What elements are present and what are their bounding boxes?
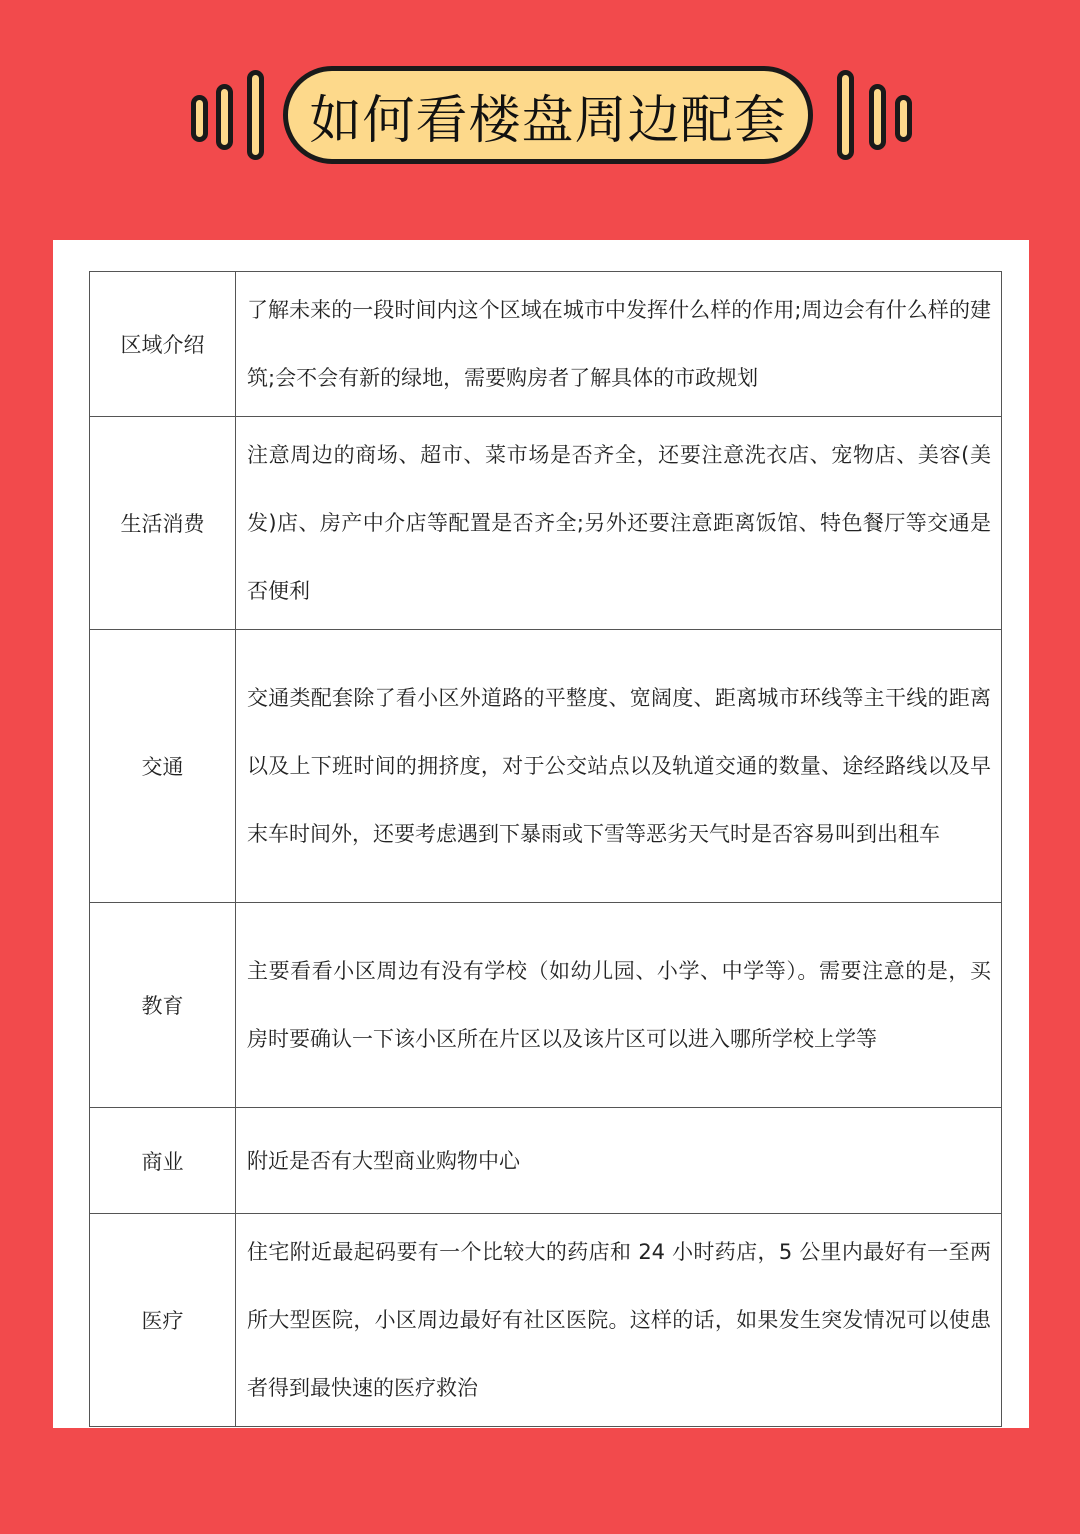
row-description: 住宅附近最起码要有一个比较大的药店和 24 小时药店，5 公里内最好有一至两所大型医院，小区周边最好有社区医院。这样的话，如果发生突发情况可以使患者得到最快速的医疗救治 bbox=[236, 1214, 1002, 1427]
decor-bar-left-1 bbox=[191, 95, 208, 142]
decor-bar-left-3 bbox=[247, 70, 264, 160]
row-description: 主要看看小区周边有没有学校（如幼儿园、小学、中学等）。需要注意的是，买房时要确认一下该小区所在片区以及该片区可以进入哪所学校上学等 bbox=[236, 903, 1002, 1108]
table-row bbox=[90, 1108, 1002, 1214]
row-description: 注意周边的商场、超市、菜市场是否齐全，还要注意洗衣店、宠物店、美容(美发)店、房产中介店等配置是否齐全;另外还要注意距离饭馆、特色餐厅等交通是否便利 bbox=[236, 417, 1002, 630]
table-row bbox=[90, 272, 1002, 417]
title-pill bbox=[283, 66, 813, 164]
table-row bbox=[90, 903, 1002, 1108]
page-title: 如何看楼盘周边配套 bbox=[309, 90, 787, 151]
row-label: 医疗 bbox=[90, 1214, 236, 1427]
row-description: 附近是否有大型商业购物中心 bbox=[236, 1108, 1002, 1214]
content-card bbox=[53, 240, 1029, 1428]
row-label: 区域介绍 bbox=[90, 272, 236, 417]
row-label: 生活消费 bbox=[90, 417, 236, 630]
table-row bbox=[90, 630, 1002, 903]
row-label: 教育 bbox=[90, 903, 236, 1108]
decor-bar-left-2 bbox=[216, 84, 233, 150]
decor-bar-right-3 bbox=[895, 95, 912, 142]
row-label: 交通 bbox=[90, 630, 236, 903]
row-label: 商业 bbox=[90, 1108, 236, 1214]
table-row bbox=[90, 1214, 1002, 1427]
table-row bbox=[90, 417, 1002, 630]
decor-bar-right-2 bbox=[869, 84, 886, 150]
decor-bar-right-1 bbox=[837, 70, 854, 160]
title-banner bbox=[0, 0, 1080, 200]
info-table bbox=[89, 271, 1002, 1427]
row-description: 了解未来的一段时间内这个区域在城市中发挥什么样的作用;周边会有什么样的建筑;会不会有新的绿地，需要购房者了解具体的市政规划 bbox=[236, 272, 1002, 417]
row-description: 交通类配套除了看小区外道路的平整度、宽阔度、距离城市环线等主干线的距离以及上下班时间的拥挤度，对于公交站点以及轨道交通的数量、途经路线以及早末车时间外，还要考虑遇到下暴雨或下雪等恶劣天气时是否容易叫到出租车 bbox=[236, 630, 1002, 903]
